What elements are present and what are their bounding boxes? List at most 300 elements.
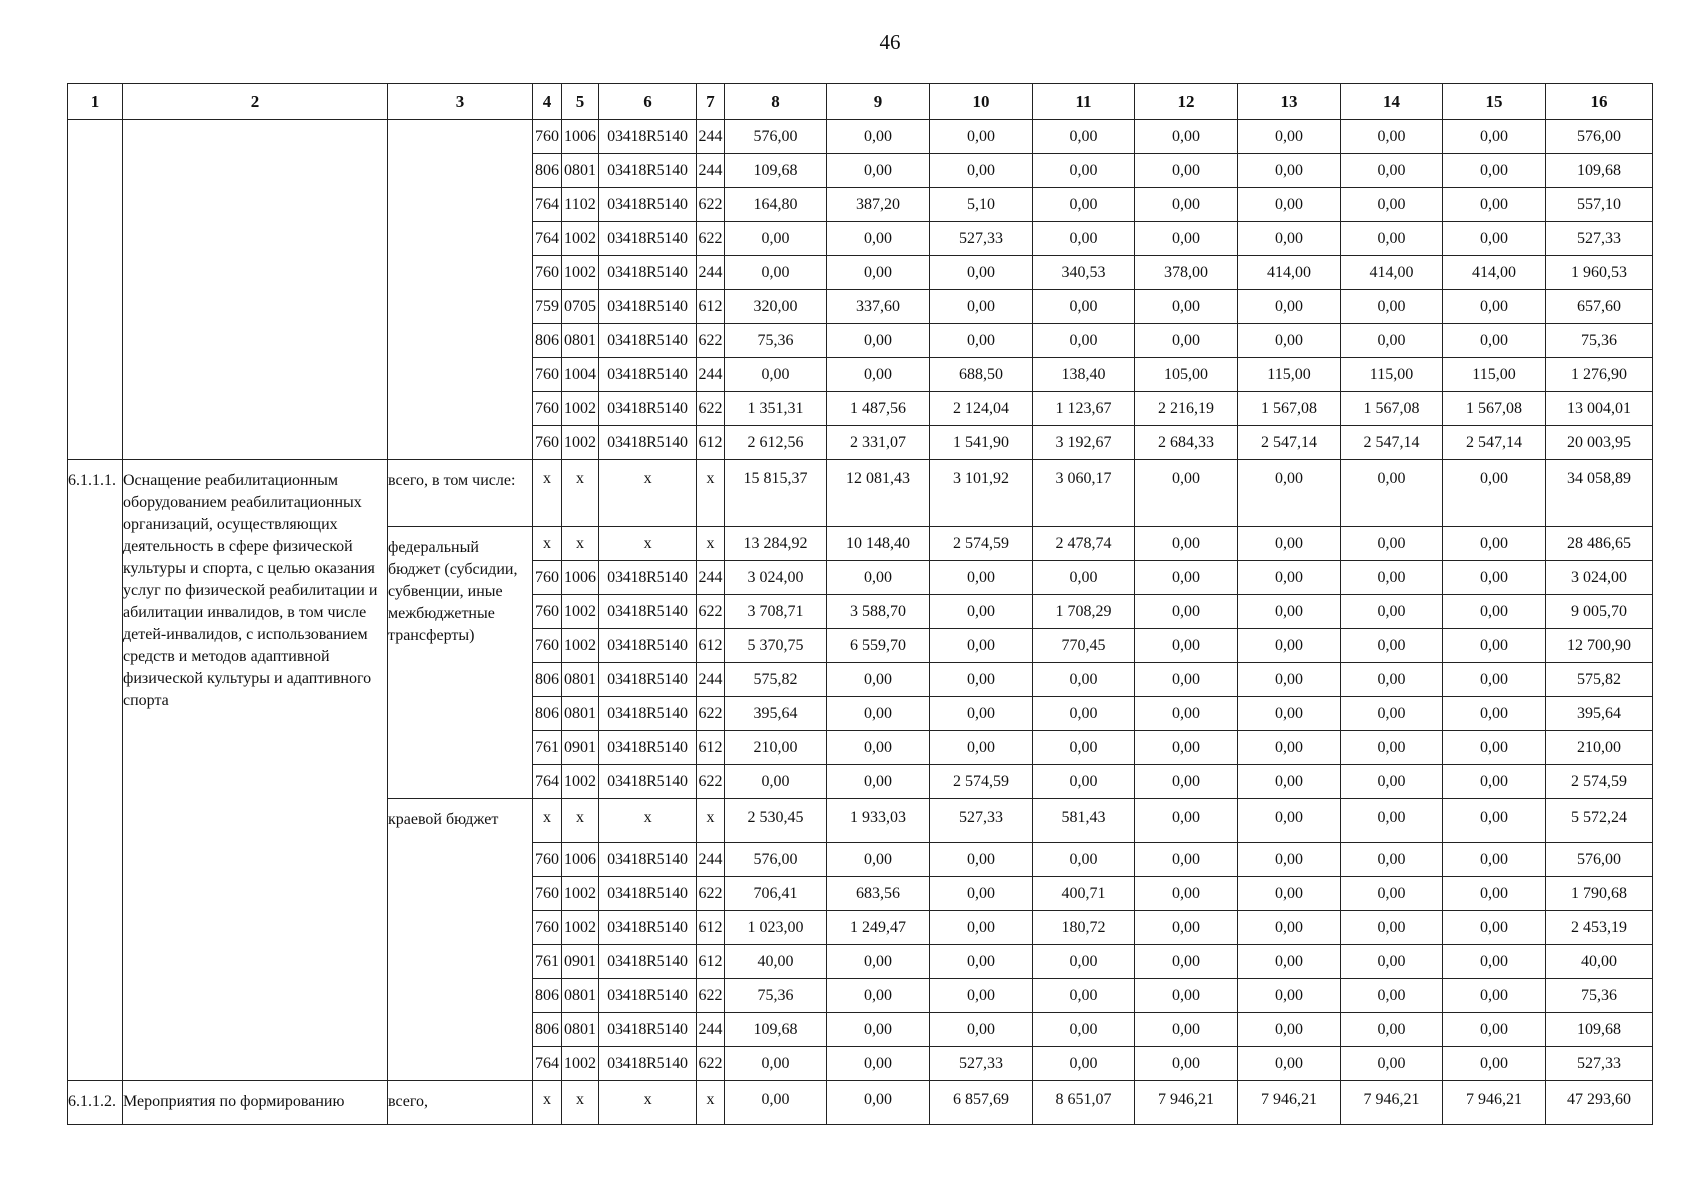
amount-cell: 2 574,59 <box>1546 765 1653 799</box>
amount-cell: 0,00 <box>1341 1047 1443 1081</box>
code-cell: 0901 <box>562 945 599 979</box>
amount-cell: 0,00 <box>827 1013 930 1047</box>
column-header: 13 <box>1238 84 1341 120</box>
amount-cell: 0,00 <box>1238 154 1341 188</box>
code-cell: x <box>697 460 725 527</box>
amount-cell: 105,00 <box>1135 358 1238 392</box>
amount-cell: 20 003,95 <box>1546 426 1653 460</box>
amount-cell: 0,00 <box>1443 877 1546 911</box>
amount-cell: 0,00 <box>1443 911 1546 945</box>
code-cell: 03418R5140 <box>599 561 697 595</box>
amount-cell: 13 284,92 <box>725 527 827 561</box>
amount-cell: 0,00 <box>1238 595 1341 629</box>
source-cell: краевой бюджет <box>388 799 533 1081</box>
amount-cell: 1 567,08 <box>1341 392 1443 426</box>
code-cell: 03418R5140 <box>599 120 697 154</box>
code-cell: 1006 <box>562 561 599 595</box>
amount-cell: 0,00 <box>827 697 930 731</box>
amount-cell: 0,00 <box>827 765 930 799</box>
code-cell: 760 <box>533 392 562 426</box>
amount-cell: 2 547,14 <box>1341 426 1443 460</box>
amount-cell: 0,00 <box>1135 595 1238 629</box>
amount-cell: 0,00 <box>1033 979 1135 1013</box>
amount-cell: 0,00 <box>930 979 1033 1013</box>
amount-cell: 1 276,90 <box>1546 358 1653 392</box>
column-header: 8 <box>725 84 827 120</box>
amount-cell: 12 700,90 <box>1546 629 1653 663</box>
amount-cell: 0,00 <box>1033 663 1135 697</box>
amount-cell: 0,00 <box>725 256 827 290</box>
amount-cell: 0,00 <box>1033 561 1135 595</box>
code-cell: 1002 <box>562 629 599 663</box>
code-cell: 1002 <box>562 877 599 911</box>
amount-cell: 0,00 <box>930 843 1033 877</box>
amount-cell: 0,00 <box>1033 188 1135 222</box>
code-cell: 761 <box>533 945 562 979</box>
amount-cell: 0,00 <box>1238 697 1341 731</box>
code-cell: 806 <box>533 1013 562 1047</box>
amount-cell: 0,00 <box>725 1047 827 1081</box>
code-cell: 1002 <box>562 256 599 290</box>
amount-cell: 0,00 <box>1135 979 1238 1013</box>
table-row <box>68 460 1653 527</box>
code-cell: 760 <box>533 629 562 663</box>
amount-cell: 0,00 <box>1135 799 1238 843</box>
amount-cell: 0,00 <box>1238 911 1341 945</box>
amount-cell: 0,00 <box>1443 979 1546 1013</box>
code-cell: 03418R5140 <box>599 663 697 697</box>
amount-cell: 0,00 <box>1135 697 1238 731</box>
amount-cell: 1 567,08 <box>1238 392 1341 426</box>
amount-cell: 395,64 <box>1546 697 1653 731</box>
amount-cell: 0,00 <box>1033 731 1135 765</box>
code-cell: 244 <box>697 663 725 697</box>
amount-cell: 0,00 <box>1341 731 1443 765</box>
code-cell: x <box>697 1081 725 1125</box>
code-cell: 806 <box>533 663 562 697</box>
amount-cell: 0,00 <box>1443 629 1546 663</box>
amount-cell: 6 559,70 <box>827 629 930 663</box>
code-cell: 622 <box>697 765 725 799</box>
amount-cell: 0,00 <box>1033 222 1135 256</box>
amount-cell: 0,00 <box>1341 188 1443 222</box>
column-header: 4 <box>533 84 562 120</box>
amount-cell: 340,53 <box>1033 256 1135 290</box>
amount-cell: 0,00 <box>1135 460 1238 527</box>
amount-cell: 414,00 <box>1341 256 1443 290</box>
code-cell: 764 <box>533 765 562 799</box>
column-header: 15 <box>1443 84 1546 120</box>
code-cell: 03418R5140 <box>599 731 697 765</box>
code-cell: x <box>533 1081 562 1125</box>
code-cell: 1002 <box>562 222 599 256</box>
code-cell: 612 <box>697 290 725 324</box>
amount-cell: 1 123,67 <box>1033 392 1135 426</box>
amount-cell: 0,00 <box>1341 765 1443 799</box>
code-cell: 1002 <box>562 392 599 426</box>
amount-cell: 2 478,74 <box>1033 527 1135 561</box>
amount-cell: 657,60 <box>1546 290 1653 324</box>
amount-cell: 0,00 <box>1443 1047 1546 1081</box>
amount-cell: 210,00 <box>1546 731 1653 765</box>
amount-cell: 0,00 <box>725 765 827 799</box>
code-cell: 760 <box>533 877 562 911</box>
amount-cell: 3 060,17 <box>1033 460 1135 527</box>
amount-cell: 0,00 <box>1033 120 1135 154</box>
amount-cell: 0,00 <box>827 222 930 256</box>
amount-cell: 2 612,56 <box>725 426 827 460</box>
source-cell: федеральный бюджет (субсидии, субвенции, иные межбюджетные трансферты) <box>388 527 533 799</box>
amount-cell: 0,00 <box>930 697 1033 731</box>
code-cell: x <box>599 460 697 527</box>
amount-cell: 0,00 <box>1443 527 1546 561</box>
code-cell: 03418R5140 <box>599 843 697 877</box>
amount-cell: 1 487,56 <box>827 392 930 426</box>
code-cell: 622 <box>697 979 725 1013</box>
amount-cell: 0,00 <box>1238 945 1341 979</box>
amount-cell: 0,00 <box>1135 911 1238 945</box>
amount-cell: 1 249,47 <box>827 911 930 945</box>
amount-cell: 320,00 <box>725 290 827 324</box>
amount-cell: 2 574,59 <box>930 527 1033 561</box>
code-cell: 0801 <box>562 663 599 697</box>
amount-cell: 0,00 <box>1341 324 1443 358</box>
amount-cell: 0,00 <box>1135 290 1238 324</box>
amount-cell: 0,00 <box>827 979 930 1013</box>
code-cell: 612 <box>697 629 725 663</box>
amount-cell: 0,00 <box>1443 799 1546 843</box>
code-cell: 1002 <box>562 426 599 460</box>
amount-cell: 40,00 <box>1546 945 1653 979</box>
amount-cell: 0,00 <box>1238 731 1341 765</box>
amount-cell: 0,00 <box>930 120 1033 154</box>
column-header: 3 <box>388 84 533 120</box>
amount-cell: 0,00 <box>1443 731 1546 765</box>
amount-cell: 0,00 <box>1443 120 1546 154</box>
amount-cell: 0,00 <box>1341 154 1443 188</box>
code-cell: x <box>562 799 599 843</box>
code-cell: 622 <box>697 1047 725 1081</box>
amount-cell: 576,00 <box>725 120 827 154</box>
amount-cell: 0,00 <box>1341 527 1443 561</box>
amount-cell: 395,64 <box>725 697 827 731</box>
column-header: 16 <box>1546 84 1653 120</box>
code-cell: 1102 <box>562 188 599 222</box>
code-cell: 1002 <box>562 1047 599 1081</box>
amount-cell: 15 815,37 <box>725 460 827 527</box>
amount-cell: 0,00 <box>1238 290 1341 324</box>
amount-cell: 0,00 <box>930 731 1033 765</box>
amount-cell: 527,33 <box>1546 222 1653 256</box>
code-cell: 244 <box>697 154 725 188</box>
column-header: 12 <box>1135 84 1238 120</box>
amount-cell: 3 024,00 <box>725 561 827 595</box>
amount-cell: 34 058,89 <box>1546 460 1653 527</box>
amount-cell: 0,00 <box>1135 527 1238 561</box>
code-cell: 764 <box>533 222 562 256</box>
amount-cell: 0,00 <box>1238 843 1341 877</box>
table-row <box>68 1081 1653 1125</box>
amount-cell: 75,36 <box>1546 324 1653 358</box>
code-cell: 03418R5140 <box>599 290 697 324</box>
amount-cell: 0,00 <box>930 945 1033 979</box>
amount-cell: 576,00 <box>1546 843 1653 877</box>
column-header: 9 <box>827 84 930 120</box>
amount-cell: 5 370,75 <box>725 629 827 663</box>
code-cell: 244 <box>697 561 725 595</box>
amount-cell: 706,41 <box>725 877 827 911</box>
code-cell: x <box>562 1081 599 1125</box>
amount-cell: 0,00 <box>1341 979 1443 1013</box>
amount-cell: 6 857,69 <box>930 1081 1033 1125</box>
activity-name-cell: Мероприятия по формированию <box>123 1081 388 1125</box>
column-header: 2 <box>123 84 388 120</box>
column-header: 14 <box>1341 84 1443 120</box>
code-cell: 1002 <box>562 595 599 629</box>
amount-cell: 0,00 <box>930 256 1033 290</box>
code-cell: 03418R5140 <box>599 392 697 426</box>
amount-cell: 688,50 <box>930 358 1033 392</box>
amount-cell: 0,00 <box>827 1047 930 1081</box>
code-cell: 760 <box>533 595 562 629</box>
amount-cell: 0,00 <box>1135 1013 1238 1047</box>
amount-cell: 0,00 <box>930 154 1033 188</box>
amount-cell: 1 933,03 <box>827 799 930 843</box>
code-cell: x <box>562 460 599 527</box>
amount-cell: 414,00 <box>1443 256 1546 290</box>
amount-cell: 109,68 <box>1546 1013 1653 1047</box>
code-cell: 244 <box>697 843 725 877</box>
amount-cell: 2 530,45 <box>725 799 827 843</box>
code-cell: 03418R5140 <box>599 765 697 799</box>
amount-cell: 0,00 <box>827 843 930 877</box>
code-cell: 03418R5140 <box>599 979 697 1013</box>
amount-cell: 5,10 <box>930 188 1033 222</box>
amount-cell: 0,00 <box>1238 979 1341 1013</box>
amount-cell: 683,56 <box>827 877 930 911</box>
amount-cell: 47 293,60 <box>1546 1081 1653 1125</box>
amount-cell: 0,00 <box>1341 877 1443 911</box>
amount-cell: 575,82 <box>725 663 827 697</box>
code-cell: 0901 <box>562 731 599 765</box>
amount-cell: 527,33 <box>930 799 1033 843</box>
code-cell: 244 <box>697 256 725 290</box>
amount-cell: 527,33 <box>930 222 1033 256</box>
amount-cell: 0,00 <box>1135 1047 1238 1081</box>
amount-cell: 115,00 <box>1341 358 1443 392</box>
column-header: 10 <box>930 84 1033 120</box>
amount-cell: 1 541,90 <box>930 426 1033 460</box>
code-cell: 612 <box>697 731 725 765</box>
activity-name-cell <box>123 120 388 460</box>
code-cell: 03418R5140 <box>599 426 697 460</box>
code-cell: x <box>697 527 725 561</box>
amount-cell: 414,00 <box>1238 256 1341 290</box>
amount-cell: 0,00 <box>1033 765 1135 799</box>
amount-cell: 75,36 <box>1546 979 1653 1013</box>
amount-cell: 0,00 <box>1238 1047 1341 1081</box>
amount-cell: 115,00 <box>1443 358 1546 392</box>
amount-cell: 0,00 <box>1238 799 1341 843</box>
code-cell: 03418R5140 <box>599 945 697 979</box>
amount-cell: 400,71 <box>1033 877 1135 911</box>
amount-cell: 164,80 <box>725 188 827 222</box>
amount-cell: 2 331,07 <box>827 426 930 460</box>
amount-cell: 2 684,33 <box>1135 426 1238 460</box>
amount-cell: 2 547,14 <box>1443 426 1546 460</box>
code-cell: 612 <box>697 426 725 460</box>
amount-cell: 180,72 <box>1033 911 1135 945</box>
code-cell: 0801 <box>562 1013 599 1047</box>
amount-cell: 0,00 <box>827 256 930 290</box>
amount-cell: 387,20 <box>827 188 930 222</box>
code-cell: 03418R5140 <box>599 629 697 663</box>
amount-cell: 527,33 <box>930 1047 1033 1081</box>
amount-cell: 0,00 <box>1341 595 1443 629</box>
amount-cell: 12 081,43 <box>827 460 930 527</box>
row-number-cell <box>68 120 123 460</box>
amount-cell: 8 651,07 <box>1033 1081 1135 1125</box>
code-cell: x <box>599 1081 697 1125</box>
code-cell: 612 <box>697 945 725 979</box>
amount-cell: 7 946,21 <box>1238 1081 1341 1125</box>
code-cell: 03418R5140 <box>599 358 697 392</box>
amount-cell: 0,00 <box>1135 324 1238 358</box>
amount-cell: 0,00 <box>1135 120 1238 154</box>
code-cell: 0801 <box>562 979 599 1013</box>
amount-cell: 0,00 <box>1443 1013 1546 1047</box>
column-header: 11 <box>1033 84 1135 120</box>
amount-cell: 0,00 <box>1443 460 1546 527</box>
code-cell: 1006 <box>562 120 599 154</box>
activity-name-cell: Оснащение реабилитационным оборудованием реабилитационных организаций, осуществляющих деятельность в сфере физической культуры и спорта, с целью оказания услуг по физической реабилитации и абилитации инвалидов, в том числе детей-инвалидов, с использованием средств и методов адаптивной физической культуры и адаптивного спорта <box>123 460 388 1081</box>
amount-cell: 0,00 <box>1341 120 1443 154</box>
amount-cell: 0,00 <box>1443 561 1546 595</box>
code-cell: x <box>533 460 562 527</box>
amount-cell: 0,00 <box>930 1013 1033 1047</box>
amount-cell: 0,00 <box>1341 799 1443 843</box>
amount-cell: 557,10 <box>1546 188 1653 222</box>
amount-cell: 0,00 <box>930 324 1033 358</box>
code-cell: 03418R5140 <box>599 877 697 911</box>
code-cell: 612 <box>697 911 725 945</box>
amount-cell: 0,00 <box>1443 843 1546 877</box>
amount-cell: 0,00 <box>1443 222 1546 256</box>
amount-cell: 0,00 <box>1135 765 1238 799</box>
amount-cell: 0,00 <box>1443 663 1546 697</box>
amount-cell: 40,00 <box>725 945 827 979</box>
code-cell: 806 <box>533 697 562 731</box>
amount-cell: 0,00 <box>827 154 930 188</box>
amount-cell: 0,00 <box>827 1081 930 1125</box>
amount-cell: 5 572,24 <box>1546 799 1653 843</box>
amount-cell: 0,00 <box>1135 561 1238 595</box>
code-cell: 764 <box>533 1047 562 1081</box>
amount-cell: 0,00 <box>827 561 930 595</box>
amount-cell: 0,00 <box>1135 663 1238 697</box>
code-cell: 622 <box>697 392 725 426</box>
code-cell: 03418R5140 <box>599 154 697 188</box>
amount-cell: 0,00 <box>1033 843 1135 877</box>
amount-cell: 28 486,65 <box>1546 527 1653 561</box>
code-cell: 03418R5140 <box>599 595 697 629</box>
amount-cell: 0,00 <box>1238 222 1341 256</box>
amount-cell: 0,00 <box>1238 877 1341 911</box>
amount-cell: 0,00 <box>1238 663 1341 697</box>
amount-cell: 0,00 <box>1443 945 1546 979</box>
amount-cell: 9 005,70 <box>1546 595 1653 629</box>
code-cell: x <box>599 527 697 561</box>
amount-cell: 0,00 <box>1341 561 1443 595</box>
amount-cell: 0,00 <box>1341 222 1443 256</box>
code-cell: 244 <box>697 1013 725 1047</box>
code-cell: 806 <box>533 324 562 358</box>
amount-cell: 2 216,19 <box>1135 392 1238 426</box>
code-cell: 244 <box>697 358 725 392</box>
code-cell: 760 <box>533 426 562 460</box>
amount-cell: 1 960,53 <box>1546 256 1653 290</box>
code-cell: 622 <box>697 222 725 256</box>
amount-cell: 0,00 <box>1443 697 1546 731</box>
code-cell: 03418R5140 <box>599 222 697 256</box>
amount-cell: 0,00 <box>1238 561 1341 595</box>
amount-cell: 337,60 <box>827 290 930 324</box>
code-cell: 03418R5140 <box>599 188 697 222</box>
amount-cell: 0,00 <box>1238 1013 1341 1047</box>
amount-cell: 2 574,59 <box>930 765 1033 799</box>
amount-cell: 7 946,21 <box>1443 1081 1546 1125</box>
amount-cell: 138,40 <box>1033 358 1135 392</box>
amount-cell: 1 567,08 <box>1443 392 1546 426</box>
page-number: 46 <box>879 30 901 54</box>
amount-cell: 13 004,01 <box>1546 392 1653 426</box>
source-cell: всего, в том числе: <box>388 460 533 527</box>
column-header: 7 <box>697 84 725 120</box>
code-cell: 1004 <box>562 358 599 392</box>
row-number-cell: 6.1.1.1. <box>68 460 123 1081</box>
code-cell: 0801 <box>562 154 599 188</box>
amount-cell: 0,00 <box>725 222 827 256</box>
code-cell: 1002 <box>562 765 599 799</box>
amount-cell: 0,00 <box>1033 697 1135 731</box>
code-cell: 806 <box>533 154 562 188</box>
amount-cell: 3 192,67 <box>1033 426 1135 460</box>
amount-cell: 0,00 <box>1443 290 1546 324</box>
amount-cell: 0,00 <box>1135 731 1238 765</box>
amount-cell: 109,68 <box>1546 154 1653 188</box>
source-cell <box>388 120 533 460</box>
amount-cell: 0,00 <box>1033 1013 1135 1047</box>
column-header: 6 <box>599 84 697 120</box>
code-cell: 764 <box>533 188 562 222</box>
amount-cell: 0,00 <box>930 629 1033 663</box>
code-cell: 622 <box>697 877 725 911</box>
amount-cell: 3 588,70 <box>827 595 930 629</box>
amount-cell: 0,00 <box>1135 222 1238 256</box>
amount-cell: 0,00 <box>1341 1013 1443 1047</box>
code-cell: 1006 <box>562 843 599 877</box>
amount-cell: 7 946,21 <box>1135 1081 1238 1125</box>
amount-cell: 0,00 <box>827 945 930 979</box>
amount-cell: 2 453,19 <box>1546 911 1653 945</box>
amount-cell: 0,00 <box>1135 877 1238 911</box>
code-cell: 03418R5140 <box>599 911 697 945</box>
code-cell: 622 <box>697 188 725 222</box>
amount-cell: 0,00 <box>1135 945 1238 979</box>
amount-cell: 0,00 <box>1033 154 1135 188</box>
amount-cell: 0,00 <box>725 358 827 392</box>
amount-cell: 0,00 <box>1341 911 1443 945</box>
